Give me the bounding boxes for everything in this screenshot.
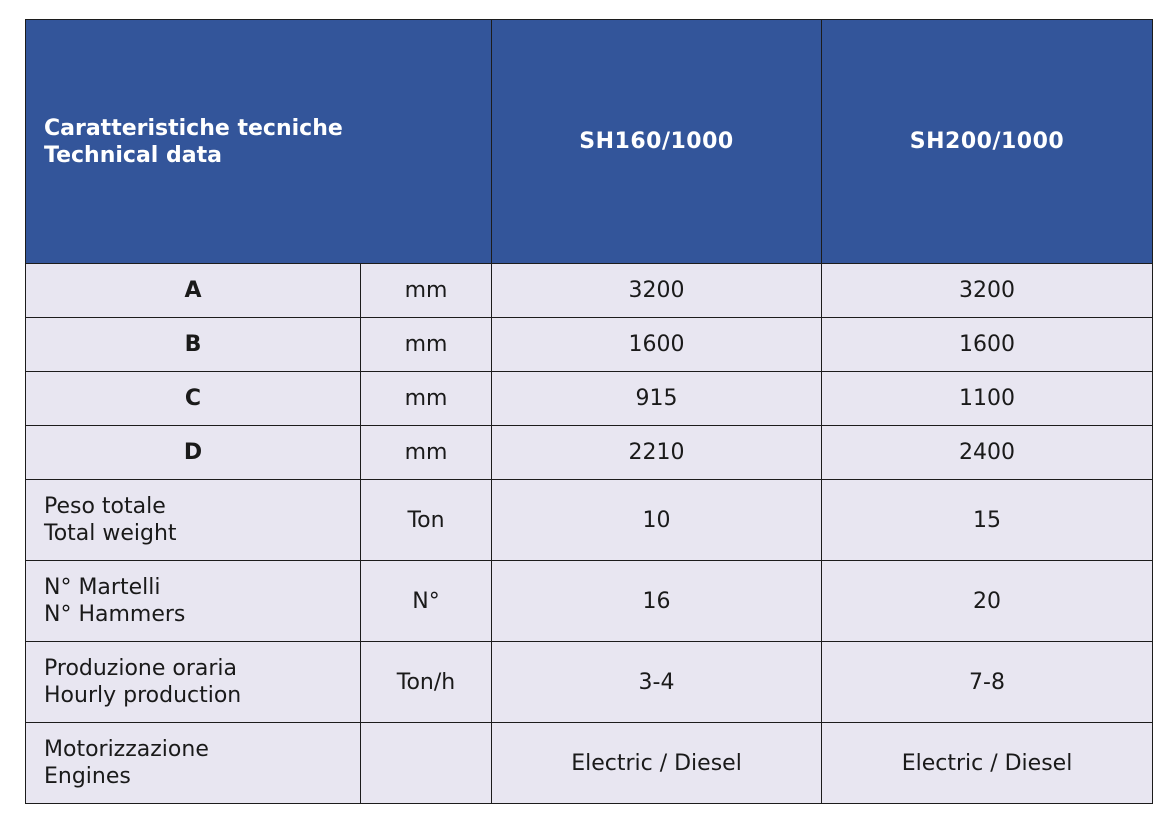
- row-unit: Ton: [361, 480, 492, 561]
- table-row: [26, 426, 1153, 480]
- header-label-cell: [26, 20, 492, 264]
- row-label: D: [26, 426, 361, 480]
- row-value-sh160: 16: [492, 561, 822, 642]
- header-label-english: Technical data: [44, 142, 222, 168]
- row-value-sh160: 2210: [492, 426, 822, 480]
- row-label-english: Total weight: [44, 521, 177, 546]
- row-label: [26, 642, 361, 723]
- model-header-sh200: SH200/1000: [822, 20, 1153, 264]
- row-label: [26, 723, 361, 804]
- table-row: [26, 480, 1153, 561]
- header-label-italian: Caratteristiche tecniche: [44, 115, 343, 141]
- row-value-sh200: 3200: [822, 264, 1153, 318]
- table-row: [26, 264, 1153, 318]
- row-label-italian: N° Martelli: [44, 575, 161, 600]
- row-value-sh200: 15: [822, 480, 1153, 561]
- row-unit: mm: [361, 426, 492, 480]
- table-row: [26, 642, 1153, 723]
- row-value-sh160: 3200: [492, 264, 822, 318]
- row-value-sh160: 915: [492, 372, 822, 426]
- row-unit: mm: [361, 264, 492, 318]
- table-row: [26, 318, 1153, 372]
- row-value-sh200: 20: [822, 561, 1153, 642]
- row-label-italian: Motorizzazione: [44, 737, 209, 762]
- row-label: [26, 561, 361, 642]
- row-value-sh200: 7-8: [822, 642, 1153, 723]
- row-label-english: Hourly production: [44, 683, 242, 708]
- row-label-italian: Peso totale: [44, 494, 166, 519]
- row-label-english: N° Hammers: [44, 602, 186, 627]
- row-unit: mm: [361, 372, 492, 426]
- table-row: [26, 372, 1153, 426]
- model-header-sh160: SH160/1000: [492, 20, 822, 264]
- row-label: B: [26, 318, 361, 372]
- row-value-sh200: 1100: [822, 372, 1153, 426]
- row-unit: mm: [361, 318, 492, 372]
- table-row: [26, 561, 1153, 642]
- row-label: A: [26, 264, 361, 318]
- row-label-english: Engines: [44, 764, 131, 789]
- row-label: [26, 480, 361, 561]
- row-value-sh200: 2400: [822, 426, 1153, 480]
- row-value-sh160: 3-4: [492, 642, 822, 723]
- row-value-sh160: Electric / Diesel: [492, 723, 822, 804]
- table-row: [26, 723, 1153, 804]
- row-value-sh200: Electric / Diesel: [822, 723, 1153, 804]
- row-label-italian: Produzione oraria: [44, 656, 238, 681]
- row-label: C: [26, 372, 361, 426]
- technical-data-table: [25, 19, 1153, 804]
- row-unit: [361, 723, 492, 804]
- row-value-sh200: 1600: [822, 318, 1153, 372]
- row-value-sh160: 10: [492, 480, 822, 561]
- table-header-row: [26, 20, 1153, 264]
- row-value-sh160: 1600: [492, 318, 822, 372]
- row-unit: N°: [361, 561, 492, 642]
- row-unit: Ton/h: [361, 642, 492, 723]
